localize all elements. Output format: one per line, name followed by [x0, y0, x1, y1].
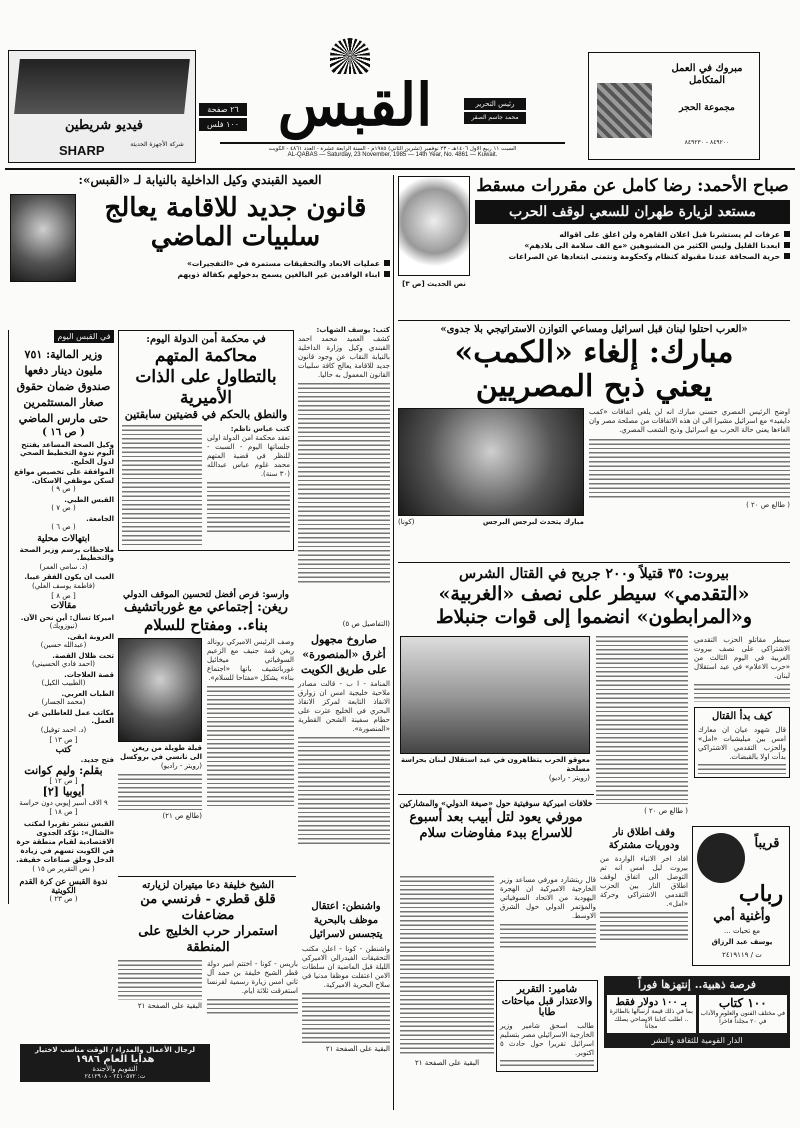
- beirut-ref: ( طالع ص ٢٠ ): [644, 807, 688, 815]
- qatar-story: [118, 880, 298, 1015]
- ad-title: فيديو شريطين: [65, 118, 143, 133]
- books-ad[interactable]: [604, 976, 790, 1048]
- price: ١٠٠ فلس: [199, 118, 247, 131]
- books-publisher: الدار القومية للثقافة والنشر: [651, 1035, 743, 1045]
- mubarak-story: [398, 324, 790, 527]
- washington-headline: واشنطن: اعتقال موظف بالبحرية يتجسس لاسرائيل: [309, 901, 383, 940]
- sidebar-book-author: بقلم: وليم كوانت: [24, 763, 103, 777]
- diaries-ad[interactable]: [20, 1044, 210, 1082]
- sidebar-item[interactable]: العيب ان يكون الفقر عيبا. (فاطمة يوسف العلي): [24, 573, 114, 590]
- section-rule: [398, 320, 790, 321]
- qubandi-headline: قانون جديد للاقامة يعالج سلبيات الماضي: [104, 192, 367, 252]
- sabah-banner: مستعد لزيارة طهران للسعي لوقف الحرب: [475, 200, 790, 224]
- washington-story: [302, 900, 390, 1054]
- mubarak-caption: مبارك يتحدث لبرجس البرجس: [482, 518, 584, 526]
- editor-box: [464, 98, 526, 124]
- sidebar-item[interactable]: الموافقة على تخصيص مواقع لسكن موظفي الاسكان. ( ص ٩ ): [14, 468, 114, 493]
- murphy-left-column: [400, 876, 494, 1068]
- section-rule: [118, 876, 296, 877]
- ad-line-1: مبروك في العمل المتكامل: [671, 63, 743, 86]
- beirut-caption: معوقو الحرب يتظاهرون في عيد استقلال لبنان بحراسة مسلحة: [400, 756, 590, 773]
- sidebar-lead: وزير المالية: ٧٥١ مليون دينار دفعها صندوق ضمان حقوق صغار المستثمرين حتى مارس الماضي: [16, 348, 111, 425]
- court-story: [118, 330, 294, 551]
- sidebar-seminar: ندوة القبس عن كرة القدم الكويتية: [19, 875, 108, 895]
- court-body: كتب عباس ناظم: تعقد محكمة امن الدولة اولى جلساتها اليوم - السبت - للنظر في قضية المتهم محمد غلوم عباس عبدالله (٣٠ سنة).: [207, 425, 290, 532]
- books-offer: بما في ذلك قيمة ارسالها بالطائرة .. اطلب كتابنا الايضاحي يصلك مجاناً: [609, 1008, 693, 1031]
- editor-label: رئيس التحرير: [464, 98, 526, 110]
- beirut-kicker: بيروت: ٣٥ قتيلاً و٢٠٠ جريح في القتال الشرس: [459, 566, 729, 582]
- editor-name: محمد جاسم الصقر: [464, 112, 526, 124]
- sidebar-item[interactable]: العروبة ابقى. (عبدالله حسين): [40, 632, 114, 650]
- beirut-body-column: [596, 636, 688, 804]
- reagan-headline-1: ريغن: إجتماعي مع غورباتشيف: [124, 600, 288, 616]
- logo-emblem: [330, 38, 370, 74]
- sidebar-ayoub-sub: ٩ الاف أسير إيوبي دون حراسة: [19, 798, 108, 807]
- sidebar-item[interactable]: القبس الطبي. ( ص ٧ ): [51, 495, 114, 512]
- section-rule: [398, 562, 790, 563]
- sidebar-item[interactable]: الطباب العربي. (محمد الجسار): [41, 689, 114, 707]
- qatar-body: باريس - كونا - اختتم امير دولة قطر الشيخ خليفة بن حمد آل ثاني امس زيارة رسمية لفرنسا استغرقت ثلاثة ايام.: [207, 960, 298, 1015]
- washington-body: واشنطن - كونا - اعلن مكتب التحقيقات الفيدرالي الاميركي الليلة قبل الماضية ان سلطات الامن اعتقلت موظفا مدنيا في سلاح البحرية الاميركية.: [302, 945, 390, 1043]
- beirut-credit: (رويتر - راديو): [548, 774, 590, 782]
- qatar-kicker: الشيخ خليفة دعا ميتيران لزيارته: [142, 880, 274, 891]
- rabab-with: مع تحيات ...: [724, 927, 760, 935]
- books-price: بـ ١٠٠ دولار فقط: [615, 996, 687, 1008]
- rabab-phone: ت / ٢٤١٩١١٩: [722, 951, 762, 959]
- qubandi-photo: [10, 194, 76, 282]
- reagan-credit: (رويتر - راديو): [160, 762, 202, 771]
- sidebar-ref: [ ص ١٨ ]: [49, 807, 78, 816]
- ceasefire-headline: وقف اطلاق نار ودوريات مشتركة: [608, 827, 680, 851]
- sabah-photo: [398, 176, 470, 276]
- in-qabas-today-sidebar: [8, 330, 114, 904]
- sidebar-item[interactable]: ملاحظات برسم وزير الصحة والتخطيط. (د. سامي العمر): [19, 545, 114, 571]
- qatar-headline-2: استمرار حرب الخليج على المنطقة: [138, 923, 278, 955]
- date-arabic: السبت ١١ ربيع الاول ١٤٠٦هـ - ٢٣ نوفمبر (تشرين الثاني) ١٩٨٥م - السنة الرابعة عشرة - العدد ٤٨٦١ - الكويت: [268, 146, 517, 152]
- sidebar-books-heading: كتب: [55, 745, 72, 756]
- shamir-headline: شامير: التقرير والاعتذار قبل مباحثات طابا: [501, 984, 593, 1018]
- ad-line-2: مجموعة الحجر: [679, 103, 735, 113]
- murphy-headline-2: للاسراع ببدء مفاوضات سلام: [419, 826, 573, 841]
- diaries-ad-line-1: لرجال الأعمال والمدراء / الوقت مناسب لاختيار: [35, 1046, 195, 1054]
- fighting-box: كيف بدأ القتال قال شهود عيان ان معارك امس بين ميليشيات «امل» والحزب التقدمي الاشتراكي بدأت اولا بالقبضات.: [694, 707, 790, 778]
- sidebar-ref: [ ص ١٣ ]: [49, 736, 78, 745]
- murphy-body: قال ريتشارد مورفي مساعد وزير الخارجية الاميركية ان الهجرة اليهودية من الاتحاد السوفياتي والمؤتمر الدولي حول الشرق الاوسط.: [500, 876, 596, 948]
- video-recorder-image: [14, 59, 190, 114]
- cubes-graphic: [597, 83, 652, 138]
- qubandi-story: [10, 174, 390, 282]
- sabah-bullets: [475, 229, 790, 262]
- missile-body: المنامة - ا ب - قالت مصادر ملاحية خليجية امس ان زوارق الانقاذ التابعة لمركز الانقاذ البحري في الخليج عثرت على حطام سفينة الشحن القطرية «المنصورة».: [298, 680, 390, 847]
- masthead-rule: [5, 168, 795, 170]
- mubarak-body: اوضح الرئيس المصري حسني مبارك انه لن يلغي اتفاقات «كمب دايفيد» مع اسرائيل مشيرا الى ان هذه الاتفاقات من مصلحة مصر وان الغاءها يعني حالة الحرب مع اسرائيل وذبح الشعب المصري. ( طالع ص ٢٠ ): [589, 408, 790, 509]
- sabah-story: [398, 176, 790, 289]
- section-rule: [398, 794, 594, 795]
- sabah-ref: نص الحديث [ص ٣]: [402, 280, 466, 288]
- court-headline: محاكمة المتهم بالتطاول على الذات الأميرية: [135, 345, 277, 408]
- sidebar-ref: [ ص ١٢ ]: [49, 777, 78, 786]
- mubarak-ref: ( طالع ص ٢٠ ): [746, 501, 790, 509]
- ceasefire-body: افاد اخر الانباء الواردة من بيروت ليل امس انه تم التوصل الى اتفاق لوقف اطلاق النار بين الحزب التقدمي الاشتراكي وحركة «امل».: [600, 855, 688, 942]
- column-divider: [393, 175, 394, 1110]
- mubarak-headline-2: يعني ذبح المصريين: [475, 369, 713, 404]
- sidebar-item[interactable]: تحت ظلال القصة. (احمد فادي الحسيني): [32, 651, 114, 669]
- beirut-headline-1: «التقدمي» سيطر على نصف «الغربية»: [438, 583, 750, 605]
- ceasefire-story: [600, 826, 688, 942]
- rabab-song: وأغنية أمي: [713, 909, 771, 924]
- date-english: AL-QABAS — Saturday, 23 November, 1985 — 14th Year, No. 4861 — Kuwait.: [287, 152, 498, 158]
- murphy-ref: البقية على الصفحة ٢١: [414, 1059, 480, 1067]
- reagan-story: [118, 590, 294, 821]
- mubarak-kicker: «العرب احتلوا لبنان قبل اسرائيل ومساعي التوازن الاستراتيجي بلا جدوى»: [440, 324, 748, 335]
- sidebar-item[interactable]: وكيل الصحة المساعد يفتتح اليوم ندوة التخطيط الصحي لدول الخليج.: [19, 440, 114, 466]
- rabab-name: رباب: [738, 881, 784, 907]
- bullet-item: عرفات لم يستشرنا قبل اعلان القاهرة ولن اعلق على اقواله: [475, 229, 790, 240]
- bullet-item: ابعدنا القليل وليس الكثير من المشبوهين «مع الف سلامة الى بلادهم»: [475, 240, 790, 251]
- beirut-heads: [398, 565, 790, 629]
- beirut-headline-2: و«المرابطون» انضموا إلى قوات جنبلاط: [435, 606, 753, 628]
- qatar-body-column: [118, 960, 202, 1000]
- missile-headline: صاروخ مجهول أغرق «المنصورة» على طريق الكويت: [300, 633, 388, 676]
- missile-details-ref: (التفاصيل ص ٥): [342, 620, 390, 628]
- sidebar-report: القبس تنشر تقريرا لمكتب «الشال»: نؤكد الجدوى الاقتصادية لقيام منطقة حرة في الكويت تسهم في زيادة الدخل وخلق صناعات خفيفة.: [16, 819, 114, 864]
- sidebar-item[interactable]: قصة العلاجات. (الطبيب الكيل): [41, 670, 114, 688]
- qubandi-body: كتب: يوسف الشهاب: كشف العميد محمد احمد القبندي وكيل وزارة الداخلية بالنيابة النقاب عن وجود قانون جديد للاقامة يعالج كافة سلبيات القانون المعمول به حاليا.: [298, 326, 390, 583]
- rabab-ad[interactable]: [692, 826, 790, 966]
- sidebar-local-heading: ابتهالات محلية: [37, 533, 90, 544]
- ad-phone: ٨٤٩٢٠٠ - ٨٤٩٢٣٠: [684, 139, 730, 146]
- sidebar-item[interactable]: الجامعة. ( ص ٦ ): [51, 514, 114, 531]
- sharp-logo: SHARP: [59, 143, 105, 158]
- sidebar-item[interactable]: مكاتب عمل للعاطلين عن العمل. (د. احمد توفيل): [28, 708, 114, 734]
- murphy-headline-1: مورفي يعود لتل أبيب بعد أسبوع: [409, 810, 583, 825]
- books-banner: فرصة ذهبية.. إنتهزها فوراً: [638, 978, 756, 991]
- diaries-ad-contact: ت: ٢٤١٠٥٧٢ - ٢٤١٢٩٠٨: [84, 1073, 146, 1080]
- newspaper-logo: القبس: [277, 71, 433, 139]
- shamir-box: شامير: التقرير والاعتذار قبل مباحثات طابا طالب اسحق شامير وزير الخارجية الاسرائيلي مصر بتسليم اسرائيل تقريرا حول حادث ٥ اكتوبر.: [496, 980, 598, 1072]
- singer-photo: [697, 833, 745, 883]
- beirut-right-column: [694, 636, 790, 778]
- sidebar-book-item[interactable]: فتح جديد.: [80, 755, 114, 764]
- reagan-photo: [118, 638, 202, 742]
- court-subheadline: والنطق بالحكم في قضيتين سابقتين: [124, 407, 288, 421]
- beirut-body: سيطر مقاتلو الحزب التقدمي الاشتراكي على نصف بيروت الغربية في اليوم الثالث من «حرب الاعلام» في عيد استقلال لبنان.: [694, 636, 790, 702]
- sabah-headline: صباح الأحمد: رضا كامل عن مقررات مسقط: [476, 176, 789, 196]
- group-ad[interactable]: [588, 52, 760, 160]
- washington-ref: البقية على الصفحة ٢١: [325, 1045, 390, 1053]
- sharp-video-ad[interactable]: [8, 50, 196, 163]
- ad-dealer: شركة الأجهزة الحديثة: [130, 141, 184, 148]
- murphy-heads: [398, 798, 594, 842]
- beirut-middle-column: [596, 636, 688, 816]
- mubarak-headline-1: مبارك: إلغاء «الكمب»: [454, 335, 734, 370]
- diaries-ad-line-3: التقويم والأجندة: [92, 1065, 138, 1073]
- sidebar-item[interactable]: اميركا تسأل: أين نحن الآن. (نيوزويك): [20, 613, 114, 631]
- pages-price-box: [199, 103, 247, 131]
- reagan-ref: (طالع ص ٢١): [162, 812, 202, 821]
- fighting-box-title: كيف بدأ القتال: [711, 711, 773, 722]
- reagan-body: وصف الرئيس الاميركي رونالد ريغن قمة جنيف مع الزعيم السوفياتي ميخائيل غورباتشيف بانها «اجتماع بناء» يشكل «مفتاحا للسلام».: [207, 638, 294, 806]
- reagan-kicker: وارسو: فرص أفضل لتحسين الموقف الدولي: [122, 590, 290, 600]
- mubarak-credit: (كونا): [398, 518, 415, 526]
- rabab-company: يوسف عبد الرزاق: [711, 938, 773, 946]
- sidebar-ref: [ ص ٨ ]: [51, 592, 76, 601]
- bullet-item: حرية الصحافة عندنا مقبولة كنظام وكحكومة ونتمنى ابتعادها عن الصراعات: [475, 251, 790, 262]
- bullet-item: عمليات الابعاد والتحقيقات مستمرة في «التفجيرات»: [81, 258, 390, 269]
- court-body-column: [122, 425, 202, 547]
- reagan-headline-2: بناء.. ومفتاح للسلام: [143, 616, 268, 635]
- qubandi-kicker: العميد القبندي وكيل الداخلية بالنيابة لـ «القبس»:: [78, 173, 322, 187]
- qatar-headline-1: قلق قطري - فرنسي من مضاعفات: [140, 891, 276, 923]
- books-desc: في مختلف الفنون والعلوم والآداب في ٢٠ مجلداً فاخراً: [700, 1010, 785, 1025]
- sidebar-ayoub: أيوبيا [٢]: [42, 785, 85, 799]
- bullet-item: ابناء الوافدين غير البالغين يسمح بدخولهم بكفالة ذويهم: [81, 269, 390, 280]
- reagan-body-column: [118, 774, 202, 810]
- sidebar-title: في القبس اليوم: [54, 330, 114, 343]
- murphy-kicker: خلافات اميركية سوفيتية حول «صيغة الدولي» والمشاركين: [399, 798, 593, 808]
- books-count: ١٠٠ كتاب: [718, 995, 767, 1010]
- sidebar-ref: ( ص ٢٣ ): [49, 895, 78, 904]
- date-line: [220, 142, 565, 158]
- qatar-ref: البقية على الصفحة ٢١: [137, 1001, 202, 1010]
- sidebar-lead-ref: ( ص ١٦ ): [42, 427, 85, 438]
- reagan-caption: قبلة طويلة من ريغن الى نانسي في بروكسل: [120, 744, 202, 762]
- beirut-photo-block: [400, 636, 590, 783]
- missile-story: [298, 620, 390, 847]
- diaries-ad-line-2: هدايا العام ١٩٨٦: [75, 1054, 155, 1065]
- murphy-body-column: [400, 876, 494, 1056]
- court-kicker: في محكمة أمن الدولة اليوم:: [146, 334, 266, 345]
- sidebar-articles-heading: مقالات: [50, 601, 77, 612]
- page-count: ٢٦ صفحة: [199, 103, 247, 116]
- mubarak-photo: [398, 408, 584, 516]
- sidebar-ref: ( نص التقرير ص ١٥ ): [32, 864, 95, 873]
- beirut-photo: [400, 636, 590, 754]
- rabab-soon: قريباً: [754, 836, 780, 851]
- qubandi-bullets: [81, 258, 390, 280]
